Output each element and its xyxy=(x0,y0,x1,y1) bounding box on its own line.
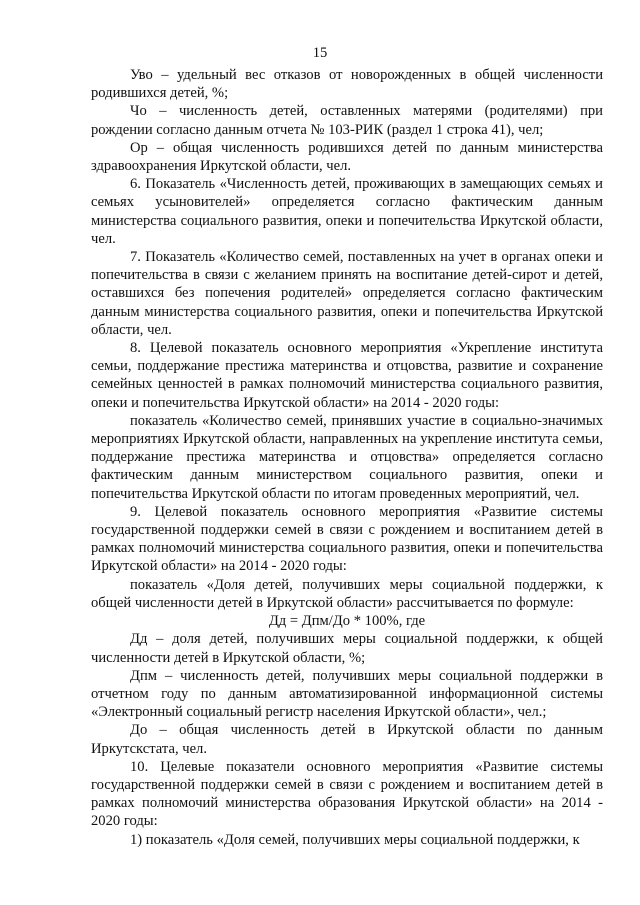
paragraph: До – общая численность детей в Иркутской области по данным Иркутскстата, чел. xyxy=(91,722,603,757)
formula: Дд = Дпм/До * 100%, где xyxy=(268,613,426,630)
paragraph: 9. Целевой показатель основного мероприятия «Развитие системы государственной поддержки семей в связи с рождением и воспитанием детей в рамках полномочий министерства социального развития, опеки и попечительства Иркутской области» на 2014 - 2020 годы: xyxy=(91,503,603,575)
paragraph: 1) показатель «Доля семей, получивших меры социальной поддержки, к xyxy=(130,831,580,848)
paragraph: Дд – доля детей, получивших меры социальной поддержки, к общей численности детей в Иркутской области, %; xyxy=(91,631,603,666)
paragraph: показатель «Количество семей, принявших участие в социально-значимых мероприятиях Иркутской области, направленных на укрепление института семьи, поддержание престижа материнства и отцовства» определяется согласно фактическим данным министерством социального развития, опеки и попечительства Иркутской области по итогам проведенных мероприятий, чел. xyxy=(91,412,603,502)
paragraph: Дпм – численность детей, получивших меры социальной поддержки в отчетном году по данным автоматизированной информационной системы «Электронный социальный регистр населения Иркутской области», чел.; xyxy=(91,667,603,721)
paragraph: показатель «Доля детей, получивших меры социальной поддержки, к общей численности детей в Иркутской области» рассчитывается по формуле: xyxy=(91,576,603,611)
paragraph: 10. Целевые показатели основного мероприятия «Развитие системы государственной поддержки семей в связи с рождением и воспитанием детей в рамках полномочий министерства образования Иркутской области» на 2014 - 2020 годы: xyxy=(91,758,603,830)
paragraph: Уво – удельный вес отказов от новорожденных в общей численности родившихся детей, %; xyxy=(91,67,603,102)
body-text xyxy=(91,66,603,849)
paragraph: 6. Показатель «Численность детей, проживающих в замещающих семьях и семьях усыновителей» определяется согласно фактическим данным министерства социального развития, опеки и попечительства Иркутской области, чел. xyxy=(91,176,603,247)
paragraph: 8. Целевой показатель основного мероприятия «Укрепление института семьи, поддержание престижа материнства и отцовства, развитие и сохранение семейных ценностей в рамках полномочий министерства социального развития, опеки и попечительства Иркутской области» на 2014 - 2020 годы: xyxy=(91,340,603,411)
page-number: 15 xyxy=(312,45,328,61)
paragraph: Чо – численность детей, оставленных матерями (родителями) при рождении согласно данным отчета № 103-РИК (раздел 1 строка 41), чел; xyxy=(91,103,603,138)
paragraph: 7. Показатель «Количество семей, поставленных на учет в органах опеки и попечительства в связи с желанием принять на воспитание детей-сирот и детей, оставшихся без попечения родителей» определяется согласно фактическим данным министерства социального развития, опеки и попечительства Иркутской области, чел. xyxy=(91,249,603,338)
paragraph: Ор – общая численность родившихся детей по данным министерства здравоохранения Иркутской области, чел. xyxy=(91,139,603,175)
